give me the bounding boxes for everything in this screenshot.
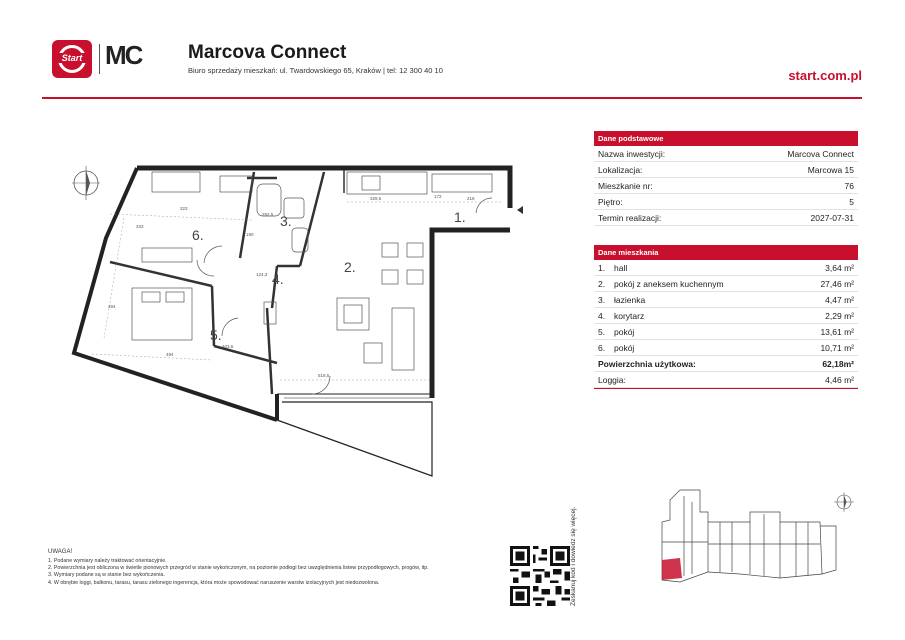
table-row: Nazwa inwestycji: Marcova Connect (594, 146, 858, 162)
dimension-label: 216 (467, 196, 475, 201)
loggia-row: Loggia: 4,46 m² (594, 372, 858, 388)
table-heading: Dane podstawowe (594, 131, 858, 146)
north-arrow-icon (72, 166, 100, 200)
note-item: 3. Wymiary podane są w stanie bez wykończenia. (48, 572, 165, 579)
note-item: 1. Podane wymiary należy traktować orientacyjnie. (48, 558, 167, 565)
highlighted-apartment (662, 558, 682, 580)
notes-title: UWAGA! (48, 549, 73, 555)
table-row: 4. korytarz 2,29 m² (594, 308, 858, 324)
room-label: 2. (344, 259, 356, 275)
room-label: 4. (272, 271, 284, 287)
table-row: Termin realizacji: 2027-07-31 (594, 210, 858, 226)
dimension-label: 494 (108, 304, 116, 309)
total-area-row: Powierzchnia użytkowa: 62,18m² (594, 356, 858, 372)
qr-code-icon[interactable] (510, 546, 570, 606)
room-label: 5. (210, 327, 222, 343)
table-row: 6. pokój 10,71 m² (594, 340, 858, 356)
start-logo[interactable] (52, 40, 92, 78)
building-key-plan (640, 482, 860, 608)
header-divider (42, 97, 862, 99)
floor-plan (62, 158, 532, 488)
logo-divider (99, 44, 100, 74)
table-row: 3. łazienka 4,47 m² (594, 292, 858, 308)
sales-office-info: Biuro sprzedaży mieszkań: ul. Twardowskiego 65, Kraków | tel: 12 300 40 10 (188, 66, 443, 75)
dimension-label: 292,5 (262, 212, 274, 217)
room-label: 6. (192, 227, 204, 243)
apartment-data-table (594, 245, 858, 389)
header (42, 38, 862, 98)
page-title: Marcova Connect (188, 42, 347, 63)
room-label: 3. (280, 213, 292, 229)
table-row: 1. hall 3,64 m² (594, 260, 858, 276)
north-arrow-icon (834, 492, 854, 512)
logo-word: Start (54, 53, 90, 63)
dimension-label: 190 (246, 232, 254, 237)
dimension-label: 403,5 (222, 344, 234, 349)
table-row: 5. pokój 13,61 m² (594, 324, 858, 340)
table-row: Mieszkanie nr: 76 (594, 178, 858, 194)
note-item: 4. W obrębie loggi, balkonu, tarasu, tarasu zielonego ingerencja, która może spowodować naruszenie warstw izolacyjnych jest niedozwolona. (48, 579, 380, 586)
notes (48, 548, 508, 587)
basic-data-table (594, 131, 858, 226)
dimension-label: 333 (136, 224, 144, 229)
qr-caption: Zeskanuj kod i dowiedz się więcej. (570, 506, 577, 606)
table-row: Piętro: 5 (594, 194, 858, 210)
marcova-logo: MC (105, 40, 142, 70)
table-heading: Dane mieszkania (594, 245, 858, 260)
dimension-label: 124,3 (256, 272, 268, 277)
table-end-divider (594, 388, 858, 389)
dimension-label: 329,5 (370, 196, 382, 201)
dimension-label: 323 (180, 206, 188, 211)
table-row: 2. pokój z aneksem kuchennym 27,46 m² (594, 276, 858, 292)
table-row: Lokalizacja: Marcowa 15 (594, 162, 858, 178)
website-link[interactable]: start.com.pl (788, 68, 862, 83)
note-item: 2. Powierzchnia jest obliczona w świetle pionowych przegród w stanie wykończonym, na poziomie podłogi bez uwzględnienia listew przypodłogowych, progów, itp. (48, 565, 429, 572)
dimension-label: 494 (166, 352, 174, 357)
room-label: 1. (454, 209, 466, 225)
dimension-label: 172 (434, 194, 442, 199)
entry-arrow-icon (517, 206, 523, 214)
dimension-label: 518,5 (318, 373, 330, 378)
